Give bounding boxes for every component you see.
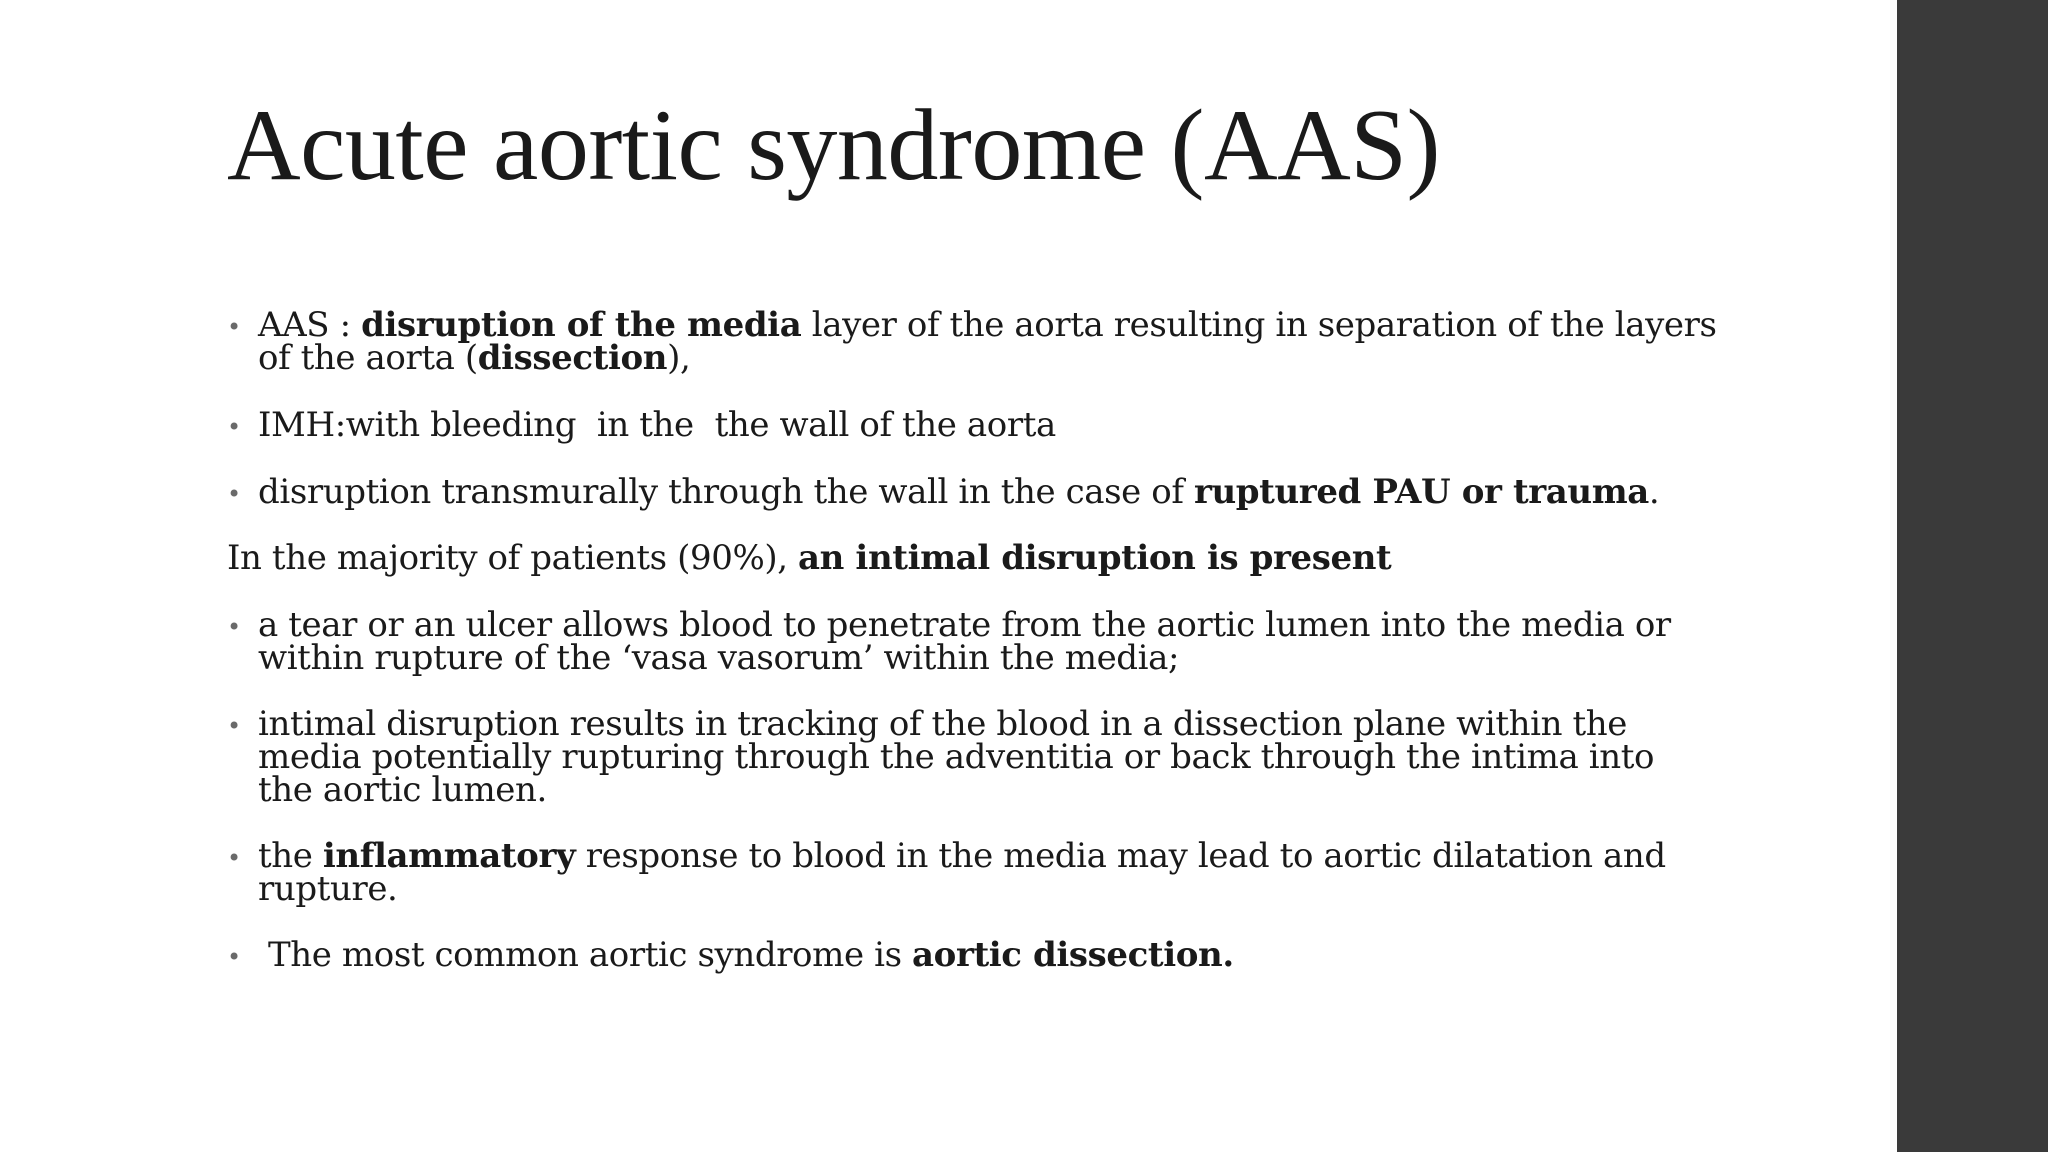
side-panel [1897, 0, 2048, 1152]
text-segment: In the majority of patients (90%), [227, 538, 799, 578]
text-segment: layer of the aorta resulting in separation of the layers of the aorta ( [258, 305, 1717, 378]
text-segment: disruption transmurally through the wall in the case of [258, 472, 1194, 512]
text-segment: a tear or an ulcer allows blood to penetrate from the aortic lumen into the media or within rupture of the ‘vasa vasorum’ within the media; [258, 605, 1671, 678]
bullet-marker: • [227, 712, 241, 740]
bullet-marker: • [227, 613, 241, 641]
bullet-item-imh [227, 405, 1717, 445]
text-segment: the [258, 836, 323, 876]
text-segment: ), [667, 338, 691, 378]
text-segment: AAS : [258, 305, 362, 345]
bullet-item-intimal-disruption [227, 704, 1717, 810]
text-segment: The most common aortic syndrome is [268, 935, 913, 975]
text-segment: . [1648, 472, 1660, 512]
bullet-item-transmural-disruption [227, 472, 1717, 512]
bullet-item-most-common [227, 935, 1717, 975]
text-segment: intimal disruption results in tracking of the blood in a dissection plane within the media potentially rupturing through the adventitia or back through the intima into the aortic lumen. [258, 704, 1655, 810]
bullet-marker: • [227, 313, 241, 341]
text-segment: response to blood in the media may lead to aortic dilatation and rupture. [258, 836, 1666, 909]
bold-text-segment: aortic dissection. [912, 935, 1234, 975]
bullet-marker: • [227, 943, 241, 971]
bullet-item-tear-or-ulcer [227, 605, 1717, 678]
paragraph-majority [227, 538, 1717, 578]
bold-text-segment: an intimal disruption is present [798, 538, 1392, 578]
bullet-marker: • [227, 480, 241, 508]
bullet-marker: • [227, 844, 241, 872]
text-segment: IMH:with bleeding in the the wall of the aorta [258, 405, 1056, 445]
bold-text-segment: inflammatory [322, 836, 576, 876]
bullet-item-aas-definition [227, 305, 1717, 378]
bold-text-segment: ruptured PAU or trauma [1193, 472, 1649, 512]
bold-text-segment: disruption of the media [361, 305, 802, 345]
slide-title: Acute aortic syndrome (AAS) [227, 89, 1440, 202]
bullet-marker: • [227, 413, 241, 441]
bold-text-segment: dissection [477, 338, 668, 378]
bullet-item-inflammatory-response [227, 836, 1717, 909]
